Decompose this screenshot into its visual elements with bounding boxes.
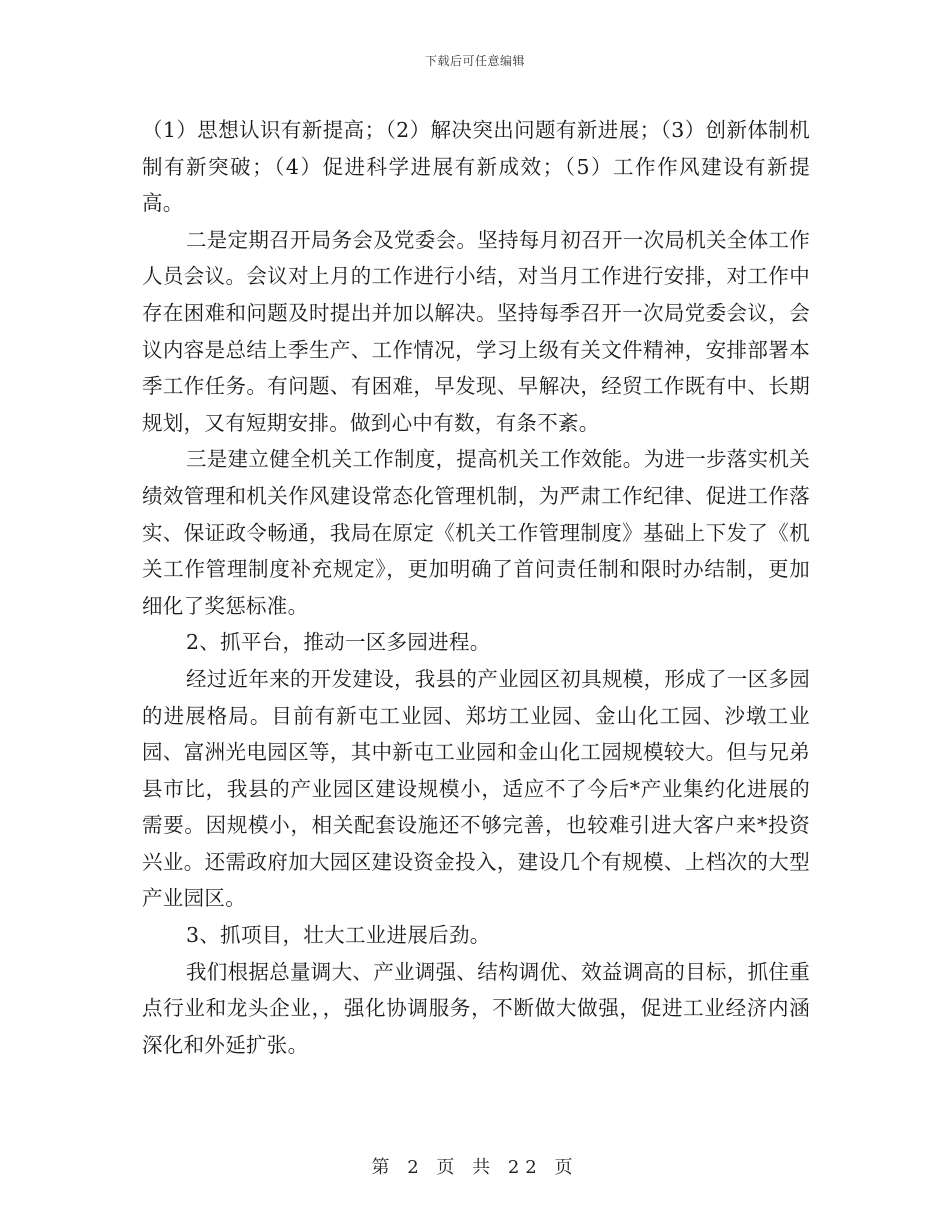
paragraph-5: 我们根据总量调大、产业调强、结构调优、效益调高的目标，抓住重点行业和龙头企业，，强化协调服务，不断做大做强，促进工业经济内涵深化和外延扩张。	[142, 959, 810, 1057]
section-heading-2: 2、抓平台，推动一区多园进程。	[186, 630, 491, 655]
paragraph-1: （1）思想认识有新提高；（2）解决突出问题有新进展；（3）创新体制机制有新突破；（4）促进科学进展有新成效；（5）工作作风建设有新提高。	[142, 118, 810, 216]
paragraph-2: 二是定期召开局务会及党委会。坚持每月初召开一次局机关全体工作人员会议。会议对上月的工作进行小结，对当月工作进行安排，对工作中存在困难和问题及时提出并加以解决。坚持每季召开一次局党委会议，会议内容是总结上季生产、工作情况，学习上级有关文件精神，安排部署本季工作任务。有问题、有困难，早发现、早解决，经贸工作既有中、长期规划，又有短期安排。做到心中有数，有条不紊。	[142, 227, 810, 435]
paragraph-3: 三是建立健全机关工作制度，提高机关工作效能。为进一步落实机关绩效管理和机关作风建设常态化管理机制，为严肃工作纪律、促进工作落实、保证政令畅通，我局在原定《机关工作管理制度》基础上下发了《机关工作管理制度补充规定》，更加明确了首问责任制和限时办结制，更加细化了奖惩标准。	[142, 447, 810, 618]
page-number-footer: 第 2 页 共 22 页	[371, 1157, 579, 1178]
section-heading-3: 3、抓项目，壮大工业进展后劲。	[186, 923, 491, 948]
paragraph-4: 经过近年来的开发建设，我县的产业园区初具规模，形成了一区多园的进展格局。目前有新屯工业园、郑坊工业园、金山化工园、沙墩工业园、富洲光电园区等，其中新屯工业园和金山化工园规模较大。但与兄弟县市比，我县的产业园区建设规模小，适应不了今后*产业集约化进展的需要。因规模小，相关配套设施还不够完善，也较难引进大客户来*投资兴业。还需政府加大园区建设资金投入，建设几个有规模、上档次的大型产业园区。	[142, 666, 810, 911]
document-body	[142, 112, 810, 1063]
page-header: 下载后可任意编辑	[424, 54, 525, 68]
